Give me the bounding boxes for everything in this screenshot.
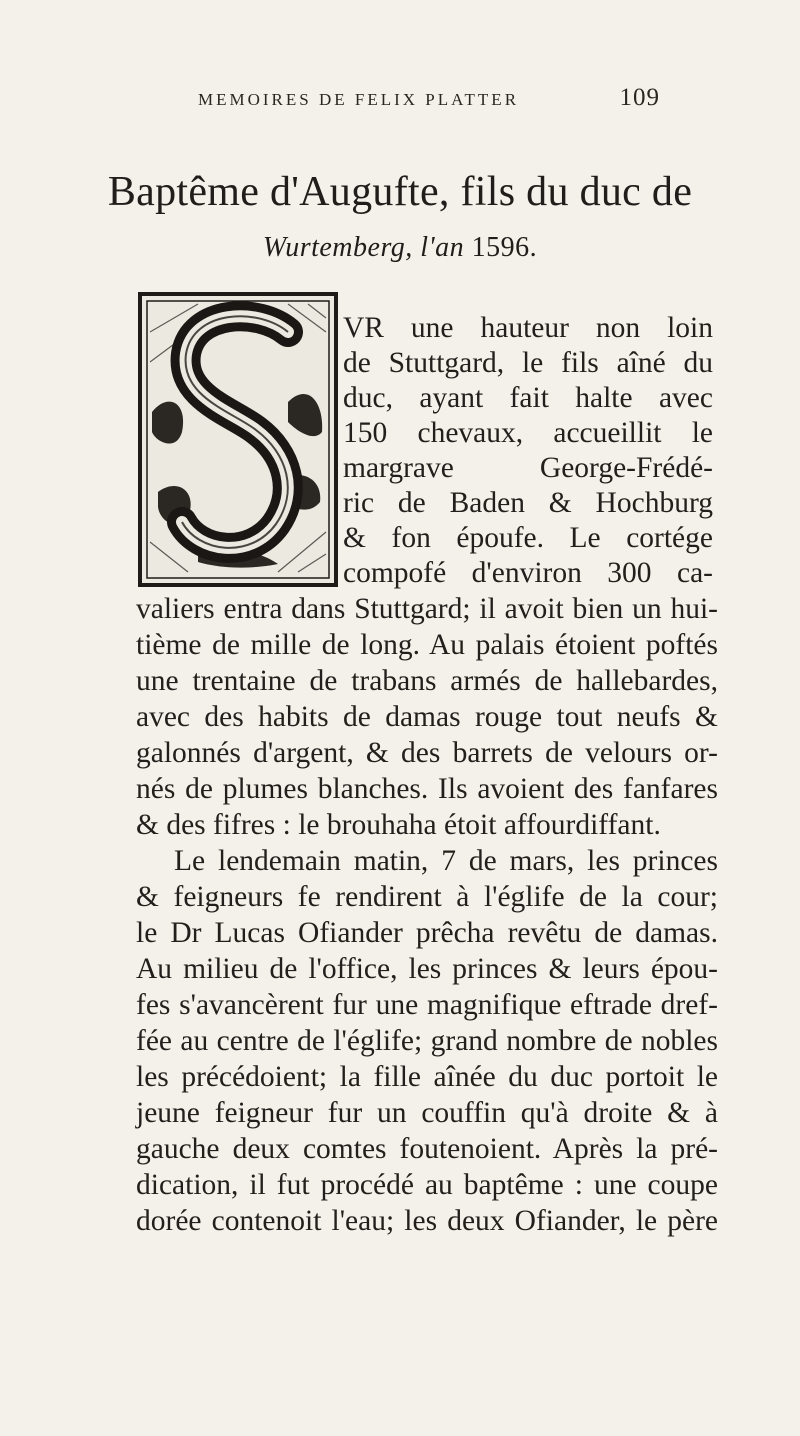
text-line: les précédoient; la fille aînée du duc portoit le	[136, 1061, 718, 1093]
running-head-title: MEMOIRES DE FELIX PLATTER	[198, 90, 520, 109]
text-line: fée au centre de l'églife; grand nombre de nobles	[136, 1025, 718, 1057]
text-line: 150 chevaux, accueillit le	[343, 417, 713, 449]
text-line: & fon époufe. Le cortége	[343, 522, 713, 554]
heading-italic-part: Wurtemberg, l'an	[262, 232, 465, 263]
text-line: dication, il fut procédé au baptême : une coupe	[136, 1169, 718, 1201]
chapter-heading-line-1: Baptême d'Augufte, fils du duc de	[107, 169, 693, 215]
text-line: galonnés d'argent, & des barrets de velours or-	[136, 737, 718, 769]
text-line: & feigneurs fe rendirent à l'églife de la cour;	[136, 881, 718, 913]
text-line: VR une hauteur non loin	[343, 312, 713, 344]
text-line: une trentaine de trabans armés de hallebardes,	[136, 665, 718, 697]
text-line: compofé d'environ 300 ca-	[343, 557, 713, 589]
running-head	[198, 84, 660, 114]
text-line: de Stuttgard, le fils aîné du	[343, 347, 713, 379]
text-line: jeune feigneur fur un couffin qu'à droite & à	[136, 1097, 718, 1129]
text-line: duc, ayant fait halte avec	[343, 382, 713, 414]
ornamental-initial-s-icon	[138, 292, 338, 587]
text-line: margrave George-Frédé-	[343, 452, 713, 484]
chapter-heading-line-2	[40, 232, 760, 264]
text-line: & des fifres : le brouhaha étoit affourdiffant.	[136, 809, 661, 841]
text-line: avec des habits de damas rouge tout neufs &	[136, 701, 718, 733]
text-line: dorée contenoit l'eau; les deux Ofiander, le père	[136, 1205, 718, 1237]
text-line: gauche deux comtes foutenoient. Après la pré-	[136, 1133, 718, 1165]
text-line: tième de mille de long. Au palais étoient poftés	[136, 629, 718, 661]
page-number: 109	[619, 84, 660, 111]
text-line: nés de plumes blanches. Ils avoient des fanfares	[136, 773, 718, 805]
text-line: fes s'avancèrent fur une magnifique eftrade dref-	[136, 989, 718, 1021]
text-line: Au milieu de l'office, les princes & leurs épou-	[136, 953, 718, 985]
heading-year: 1596.	[471, 232, 538, 263]
text-line: valiers entra dans Stuttgard; il avoit bien un hui-	[136, 593, 718, 625]
text-line: Le lendemain matin, 7 de mars, les princes	[174, 845, 718, 877]
text-line: le Dr Lucas Ofiander prêcha revêtu de damas.	[136, 917, 718, 949]
text-line: ric de Baden & Hochburg	[343, 487, 713, 519]
